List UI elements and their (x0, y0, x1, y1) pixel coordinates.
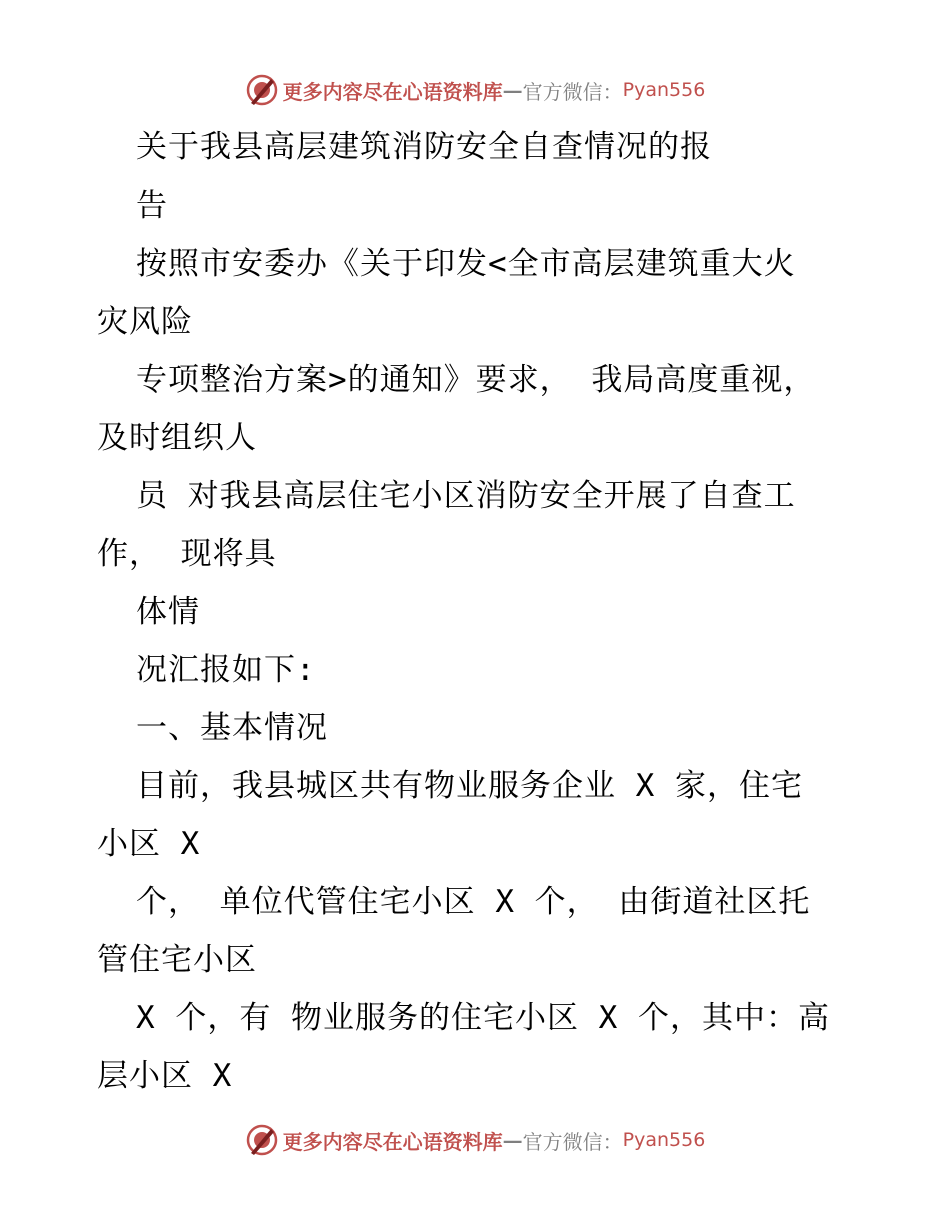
doc-line: 体情 (136, 594, 200, 630)
watermark-banner-bottom (0, 1120, 950, 1160)
doc-line: 员 对我县高层住宅小区消防安全开展了自查工 (136, 478, 796, 514)
watermark-banner-top (0, 70, 950, 110)
doc-line: 及时组织人 (97, 420, 257, 456)
banner-wechat-label: 官方微信： (522, 1129, 623, 1154)
doc-line: 按照市安委办《关于印发<全市高层建筑重大火 (136, 246, 796, 282)
doc-line: 作， 现将具 (97, 536, 277, 572)
doc-line: 管住宅小区 (97, 942, 257, 978)
doc-line: 专项整治方案>的通知》要求， 我局高度重视， (136, 362, 816, 398)
doc-line: 关于我县高层建筑消防安全自查情况的报 (136, 129, 712, 165)
quill-logo-icon (245, 1123, 279, 1157)
doc-line: X 个，有 物业服务的住宅小区 X 个，其中：高 (136, 1000, 830, 1036)
doc-line: 小区 X (97, 826, 201, 862)
doc-line: 层小区 X (97, 1058, 233, 1094)
quill-logo-icon (245, 73, 279, 107)
doc-line: 况汇报如下: (136, 652, 316, 688)
banner-dash: — (502, 78, 523, 102)
banner-dash: — (502, 1128, 523, 1152)
doc-line: 灾风险 (97, 304, 193, 340)
doc-line: 告 (136, 188, 168, 224)
doc-line: 目前，我县城区共有物业服务企业 X 家，住宅 (136, 768, 803, 804)
banner-wechat-id: Pyan556 (622, 1129, 706, 1151)
banner-main-text: 更多内容尽在心语资料库 (282, 79, 503, 104)
doc-line: 个， 单位代管住宅小区 X 个， 由街道社区托 (136, 884, 811, 920)
banner-wechat-id: Pyan556 (622, 79, 706, 101)
banner-wechat-label: 官方微信： (522, 79, 623, 104)
doc-line: 一、基本情况 (136, 710, 328, 746)
banner-main-text: 更多内容尽在心语资料库 (282, 1129, 503, 1154)
